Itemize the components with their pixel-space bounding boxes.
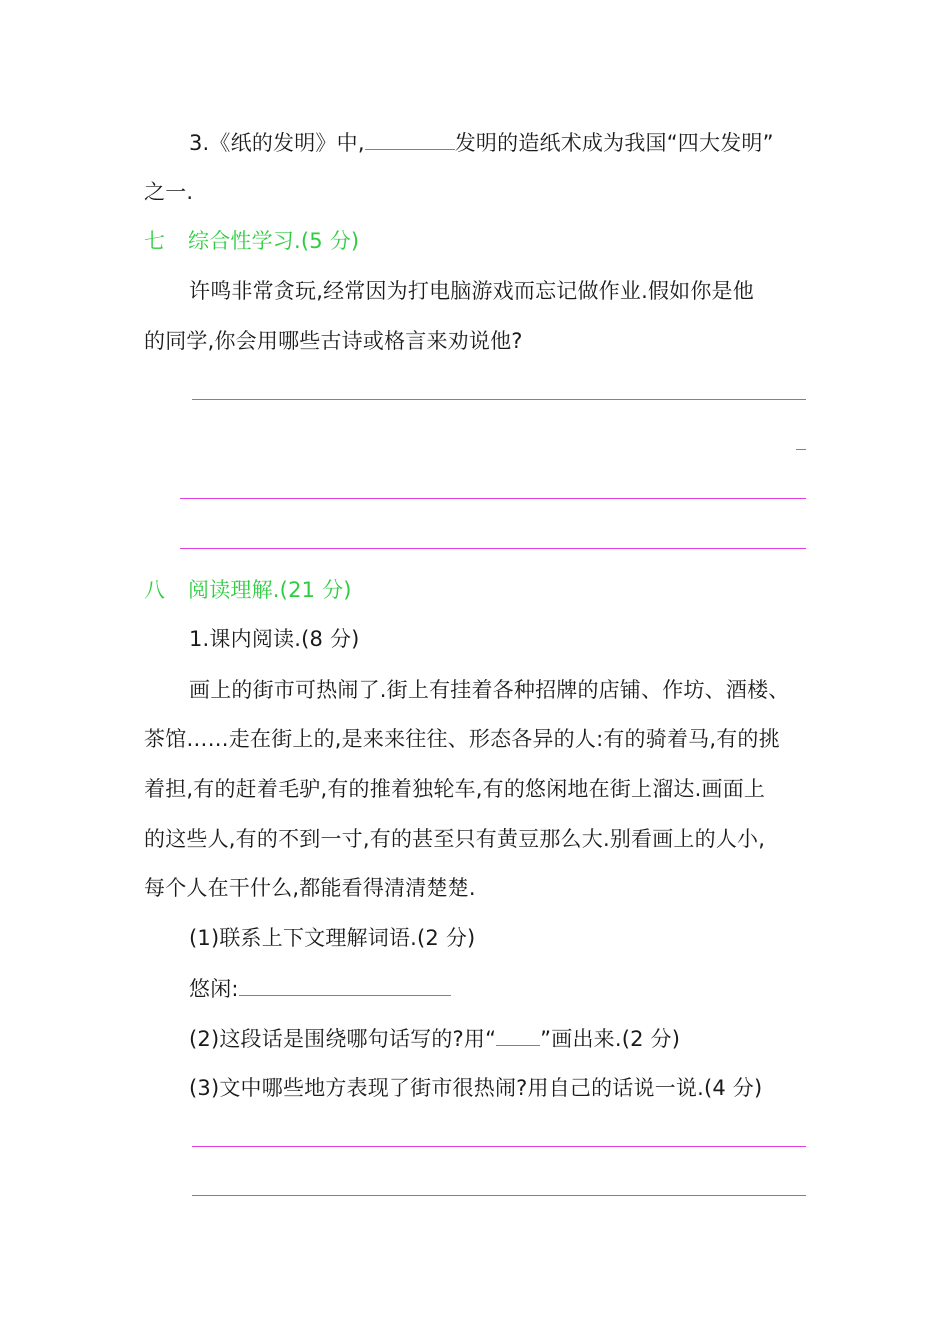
section8-title: 阅读理解.(21 分) xyxy=(188,578,352,602)
section7-title: 综合性学习.(5 分) xyxy=(188,229,360,253)
question-1: (1)联系上下文理解词语.(2 分) xyxy=(189,926,476,950)
item3-text-before: 3.《纸的发明》中, xyxy=(189,131,365,155)
passage-line-3: 着担,有的赶着毛驴,有的推着独轮车,有的悠闲地在街上溜达.画面上 xyxy=(144,777,766,801)
section8-number: 八 xyxy=(144,578,166,602)
section8-heading xyxy=(144,575,352,605)
question-2-text-after: ”画出来.(2 分) xyxy=(540,1027,681,1051)
item3-text-after: 发明的造纸术成为我国“四大发明” xyxy=(454,131,774,155)
section7-answer-line-3[interactable] xyxy=(180,548,806,549)
section7-answer-line-1[interactable] xyxy=(192,399,806,400)
section7-heading xyxy=(144,226,359,256)
item3-line1 xyxy=(189,127,774,158)
question-2-answer-blank[interactable] xyxy=(496,1023,540,1046)
section7-answer-line-2[interactable] xyxy=(180,498,806,499)
section7-number: 七 xyxy=(144,229,166,253)
question-3: (3)文中哪些地方表现了街市很热闹?用自己的话说一说.(4 分) xyxy=(189,1076,763,1100)
passage-line-5: 每个人在干什么,都能看得清清楚楚. xyxy=(144,876,476,900)
question-1-answer-blank[interactable] xyxy=(239,973,451,996)
passage-line-1: 画上的街市可热闹了.街上有挂着各种招牌的店铺、作坊、酒楼、 xyxy=(189,678,790,702)
question-2-text-before: (2)这段话是围绕哪句话写的?用“ xyxy=(189,1027,497,1051)
section8-sub1: 1.课内阅读.(8 分) xyxy=(189,627,360,651)
section7-paragraph-line2: 的同学,你会用哪些古诗或格言来劝说他? xyxy=(144,329,523,353)
question-2 xyxy=(189,1023,680,1054)
item3-answer-blank[interactable] xyxy=(365,127,455,150)
question-3-answer-line-1[interactable] xyxy=(192,1146,806,1147)
section7-answer-line-stub xyxy=(796,449,806,450)
question-3-answer-line-2[interactable] xyxy=(192,1195,806,1196)
section7-paragraph-line1: 许鸣非常贪玩,经常因为打电脑游戏而忘记做作业.假如你是他 xyxy=(189,279,754,303)
passage-line-2: 茶馆……走在街上的,是来来往往、形态各异的人:有的骑着马,有的挑 xyxy=(144,727,780,751)
question-1-answer xyxy=(189,973,451,1004)
passage-line-4: 的这些人,有的不到一寸,有的甚至只有黄豆那么大.别看画上的人小, xyxy=(144,827,766,851)
question-1-word: 悠闲: xyxy=(189,977,239,1001)
item3-line2: 之一. xyxy=(144,180,194,204)
